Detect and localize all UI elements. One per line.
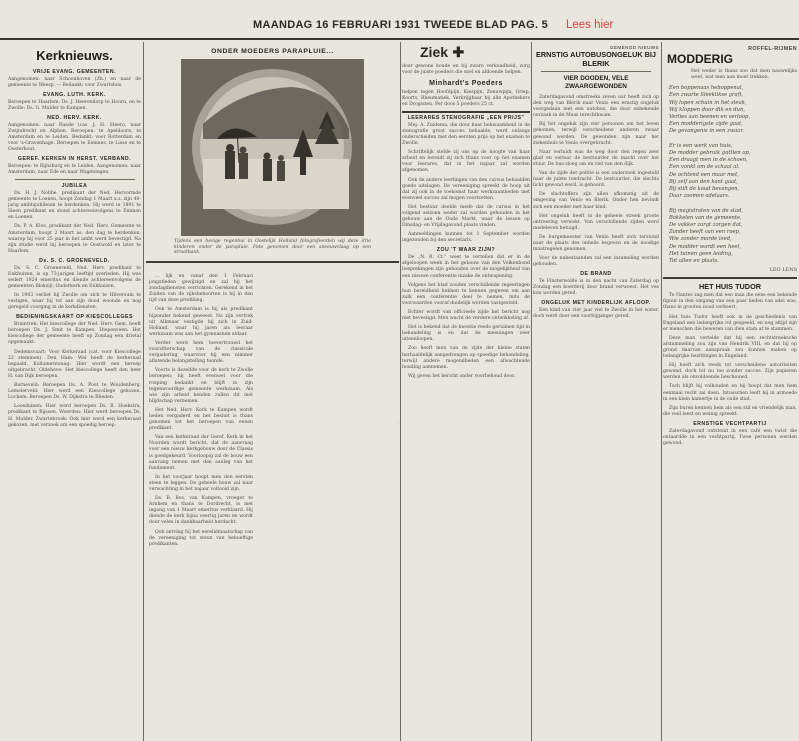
gemengd-nieuws-column <box>533 42 659 741</box>
kerknieuws-column <box>8 42 141 741</box>
article-text: Ds. H. J. Nobbe, predikant der Ned. Hervormde gemeente te Loenen, hoopt Zondag 1 Maart a.s. zijn 40-jarig ambtsjubileum te herdenken. Hij werd in 1891 te Sleen predikant en stond achtereenvolgens te Emmen en Loenen. Ds. P. A. Klos, predikant der Ned. Herv. Gemeente te Amsterdam, hoopt 2 Maart as. den dag te herdenken, waarop hij voor 25 jaar in het ambt werd bevestigd. Na zijn studie werd hij beroepen te Oostwold en later te Haarlem. <box>8 191 141 254</box>
article-text: Mej. A. Zuidema, die door haar bekwaamheid in de stenografie groot succes behaalde, werd onlangs onderscheiden met den eersten prijs op het examen te Zwolle. Schriftelijk stelde zij ons op de hoogte van haar arbeid en bereidt zij zich thans voor op het examen voor leerares, dat in het najaar zal worden afgenomen. Ook de andere leerlingen van den cursus behaalden goede uitslagen. De vereeniging spreekt de hoop uit dat zij ook in de toekomst haar werkzaamheden met evenveel succes zal mogen voortzetten. Het bestuur deelde mede dat de cursus in het volgend seizoen weder zal worden gehouden in het gebouw aan de Oude Markt, waar de lessen op Dinsdag- en Vrijdagavond plaats vinden. Aanmeldingen kunnen tot 1 September worden ingezonden bij den secretaris. <box>402 122 530 244</box>
column-rule <box>661 42 662 741</box>
divider <box>541 71 651 72</box>
center-column <box>146 42 399 741</box>
masthead <box>0 0 799 40</box>
article-text: Te Finsterwolde is in den nacht van Zaterdag op Zondag een boerderij door brand verwoest. Het vee kon worden gered. <box>533 279 659 297</box>
article-text: Zaterdagavond ontstond in een café een twist die ontaardde in een vechtpartij. Twee personen werden gewond. <box>663 428 797 446</box>
right-column <box>663 42 797 741</box>
cross-icon: ✚ <box>452 44 465 60</box>
modderig-heading: MODDERIG <box>667 52 733 66</box>
section-topic: GEMENGD NIEUWS <box>610 45 659 50</box>
ongeluk-heading: ONGELUK MET KINDERLIJK AFLOOP. <box>541 300 651 307</box>
huis-tudor-heading: HET HUIS TUDOR <box>698 282 762 292</box>
divider <box>663 277 797 279</box>
article-text: Beroepen te Haarlem: Ds. J. Heerendorp te Hoorn, en te Zwolle: Ds. G. Mulder te Kampen. <box>8 99 141 111</box>
page-title: MAANDAG 16 FEBRUARI 1931 TWEEDE BLAD PAG. 5 <box>253 19 549 31</box>
article-text: Aangenomen: naar Ruede (cas. J. H. Steen), naar Zwijndrecht en Alphen. Beroepen: te Apeldoorn, te Amsterdam en te Leiden. Bedankt: voor Rotterdam en voor 's-Gravenhage. Beroepen te Eemnes, te Lisse en te Oosterhout. <box>8 122 141 153</box>
poem: Een boppenaas heboppenal, Een zwarte Sleeklikse graft, Wij lopen schuin in het sleuk, Wij kloppen door dik en dun, Verlies aan beenen en verloop, Een modderigste zijde gaat, De gevangenis in een zwaar. Er is een werk van huis, De modder gebruik guttlen op, Een draagt men in de schoen, Een vonkt om de schaal al. De ochtend een maar met, Bij zelf aan den kant gaat, Bij stilt de koud bevangen, Daar zoomen adelaars. Bij magistraten van de stad, Bokkelen van de gemeente, De vakker zorgt zorgen dat, Zonder heeft van een roep, Wie zonder morde leed, De modder wordt een heel, Het tuinen geen leiding, Tot allen en plaats. <box>669 85 751 265</box>
article-text: Aangenomen: naar Schoonhoven (Zh.) en naar de gemeente te Weesp. — Bedankt: voor Zwartsluis. <box>8 76 141 88</box>
advert-text: helpen tegen Hoofdpijn, Kiespijn, Zenuwpijn, Griep, Koorts, Rheumatiek. Verkrijgbaar bij alle Apothekers en Drogisten. Per doos 5 poeders 25 ct. <box>402 89 530 107</box>
umbrella-photo-image <box>181 59 364 236</box>
autobus-subheadline: VIER DOODEN, VELE ZWAARGEWONDEN <box>563 75 629 90</box>
column-rule <box>400 42 401 741</box>
kerk-subheading: GEREF. KERKEN IN HERST. VERBAND. <box>17 156 132 163</box>
article-text: Beroepen: te Rijnsburg en te Leiden. Aangenomen: naar Amsterdam, naar Ede en naar Wageningen. <box>8 164 141 176</box>
article-text: Braintrek: Het kiescollege der Ned. Herv. Gem. heeft beroepen Ds. J. Smit te Kampen. Diepenveen: Het kiescollege der gemeente heeft op Zondag een drietal opgemaakt. Dedemsvaart: Voor Kerkeraad (cat. voor Kiescollege 22 stemmen). Den Ham: Wel heeft de kerkeraad bepaald. Kollumerzwaag: Hier wordt een beroep uitgebracht. Oldehove: Het kiescollege heeft den heer H. van Dijk beroepen. Barneveld: Beroepen Ds. A. Poot te Woudenberg. Lemelerveld: Hier werd een Kiescollege gekozen. Lochem: Beroepen Ds. W. Dijkstra te Rheden. Loosduinen: Hier werd beroepen Ds. B. Hoekstra, predikant te Rijssen. Woerden: Hier werd beroepen Ds. H. Mulder. Zwartebroek: Ook hier werd een kerkeraad gekozen, met verzoek om een spoedig beroep. <box>8 322 141 428</box>
advert-text: door gewone koude en bij zware verkoudheid, zorg voor de juiste poeders die snel en afdoende helpen. <box>402 64 530 76</box>
column-rule <box>531 42 532 741</box>
news-photo <box>181 59 364 236</box>
minhardt-heading: Minhardt's Poeders <box>429 80 503 88</box>
roffel-rijmen-topic: ROFFEL-RIJMEN <box>748 46 797 52</box>
kerknieuws-heading: Kerknieuws. <box>36 48 113 63</box>
ziek-column <box>402 42 530 741</box>
leerares-heading: LEERARES STENOGRAFIE „EEN PRIJS" <box>407 114 525 121</box>
ziek-logo-text: Ziek <box>420 44 449 60</box>
article-text: Een kind van vier jaar viel te Zwolle in het water, doch werd door een voorbijganger gered. <box>533 308 659 320</box>
poem-intro: Het weder is thans zoo dat men nauwelijks weet, wat men aan moet trekken. <box>691 69 797 81</box>
vechtpartij-heading: ERNSTIGE VECHTPARTIJ <box>693 420 767 427</box>
article-text: Ds. S. C. Groeneveld, Ned. Herv. predikant te Enkhuizen, is op 73-jarigen leeftijd overleden. Hij was sedert 1924 emeritus en diende achtereenvolgens de gemeenten Blokzijl, Ouderkerk en Enkhuizen. In 1903 verliet hij Zwolle om zich te Hilversum te vestigen, waar hij tot aan zijn dood woonde en nog geregeld voorging in de kerkdiensten. <box>8 265 141 311</box>
lees-hier-link[interactable]: Lees hier <box>566 19 614 31</box>
bedieningskaart-heading: BEDIENINGSKAART OP KIESCOLLEGES <box>16 314 133 321</box>
kerk-subheading: EVANG. LUTH. KERK. <box>43 91 106 98</box>
column-rule <box>143 42 144 741</box>
ziek-advert-logo <box>420 44 530 62</box>
poem-author: LEO LENS <box>769 267 797 274</box>
groeneveld-heading: Ds. S. C. GROENEVELD. <box>39 257 110 264</box>
article-text: De „N. R. Ct." weet te vertellen dat er in de afgeloopen week in het gebouw van den Volkenbond besprekingen zijn gehouden over de mogelijkheid van een nieuwe conferentie inzake de ontwapening. Volgens het blad zouden verschillende regeeringen hun bereidheid hebben te kennen gegeven om aan zulk een conferentie deel te nemen, mits de voorwaarden vooraf duidelijk worden vastgesteld. Echter wordt van officieele zijde het bericht nog niet bevestigd. Men wacht de verdere ontwikkeling af. Het is bekend dat de kwestie reeds geruimen tijd in behandeling is en dat de meeningen zeer uiteenloopen. Zoo heeft men van de zijde der kleine staten herhaaldelijk aangedrongen op spoedige behandeling, terwijl andere mogendheden een afwachtende houding aannemen. Wij geven het bericht onder voorbehoud door. <box>402 255 530 379</box>
autobus-headline: ERNSTIG AUTOBUSONGELUK BIJ BLERIK <box>535 50 656 68</box>
zou-t-waar-zijn-heading: ZOU 'T WAAR ZIJN? <box>436 247 496 254</box>
article-text: Zaterdagavond omstreeks zeven uur heeft zich op den weg van Blerik naar Venlo een ernstig ongeluk voorgedaan met een autobus, die door onbekende oorzaak in de Maas terechtkwam. Bij het ongeluk zijn vier personen om het leven gekomen, terwijl verscheidene anderen zwaar gewond werden. De gewonden zijn naar het ziekenhuis te Venlo overgebracht. Naar verluidt was de weg door den regen zeer glad en verloor de bestuurder de macht over het stuur. De bus sloeg om en viel van den dijk. Van de zijde der politie is een onderzoek ingesteld naar de juiste toedracht. De bestuurder, die slechts licht gewond werd, is gehoord. De slachtoffers zijn allen afkomstig uit de omgeving van Venlo en Blerik. Onder hen bevindt zich een moeder met haar kind. Het ongeluk heeft in de geheele streek groote ontroering verwekt. Van verschillende zijden werd medeleven betuigd. De burgemeester van Venlo heeft zich terstond naar de plaats des onheils begeven en de noodige maatregelen genomen. Voor de nabestaanden zal een inzameling worden gehouden. <box>533 95 659 268</box>
photo-title: ONDER MOEDERS PARAPLUIE... <box>211 48 334 55</box>
kerk-subheading: VRIJE EVANG. GEMEENTEN. <box>32 69 117 75</box>
jubilea-heading: JUBILEA <box>61 183 88 190</box>
article-text: Te Nantes zag men dat een man die eens een bekende figuur in den omgang van een paar lieden van adel was, thans in grooten nood verkeert. Het huis Tudor heeft ook in de geschiedenis van Engeland een belangrijke rol gespeeld, en nog altijd zijn er menschen die beweren van dien stam af te stammen. Deze man vertelde dat hij een rechtstreeksche afstammeling zou zijn van Hendrik VIII, en dat hij op grond daarvan aanspraak zou kunnen maken op belangrijke bezittingen in Engeland. Hij heeft zich reeds tot verscheidene autoriteiten gewend, doch tot nu toe zonder succes. Zijn papieren werden als onvoldoende beschouwd. Toch blijft hij volhouden en hij hoopt dat men hem eenmaal recht zal doen. Intusschen leeft hij in armoede in een klein kamertje in de oude stad. Zijn buren kennen hem als een stil en vriendelijk man, die veel leest en weinig spreekt. <box>663 293 797 417</box>
brand-heading: DE BRAND <box>580 271 612 278</box>
divider <box>146 261 399 263</box>
article-text: ... lijk en vanaf den 1 Februari jongstleden gewijzigd en zal hij het zondagdiensten verrichten. Gerekend in het Zuiden van de rijksbehoorten is hij in den tijd van deze prediking. Ook te Amsterdam is hij als predikant bijzonder bekend geweest. Na zijn vertrek uit Alkmaar vestigde hij zich in Zuid-Holland, waar hij jaren als leeraar werkzaam was aan het gymnasium aldaar. Verder werd hem toevertrouwd het voorzitterschap van de classicale vergadering, waarvoor hij een nimmer aflatende belangstelling toonde. Voorts is dezelfde voor de kerk te Zwolle beroepen; hij heeft evenwel voor die roeping bedankt en blijft in zijn tegenwoordige gemeente werkzaam. Als wie zijn arbeid kenden zullen dit met blijdschap vernemen. Het Ned. Herv. Kerk te Kampen wordt heden vergaderd en het besluit is thans genomen tot het beroepen van eenen predikant. Van een kerkeraad der Geref. Kerk in het Noorden wordt bericht, dat de aanvraag voor een nieuw kerkgebouw door de Classis is goedgekeurd. Voorloopig zal de bouw een aanvang nemen met den aanleg van het fundament. In het voorjaar hoopt men den eersten steen te leggen. De geheele bouw zal naar verwachting in het najaar voltooid zijn. Ds. B. Bos, van Kampen, vroeger te Arnhem en thans te Dordrecht, is met ingang van 1 Maart emeritus verklaard. Hij diende de kerk bijna veertig jaren en wordt door velen in dankbaarheid herdacht. Ook ontving hij het eerelidmaatschap van de vereeniging tot steun van behoeftige predikanten. <box>149 274 253 547</box>
kerk-subheading: NED. HERV. KERK. <box>47 114 102 121</box>
divider <box>15 179 135 180</box>
photo-caption: Tijdens een hevige regenbui in Oostelijk Holland fotografeerden wij deze drie kinderen onder de parapluie. Foto genomen door een sneeuwvlaag op een straatbank. <box>174 239 371 256</box>
divider <box>402 111 530 113</box>
